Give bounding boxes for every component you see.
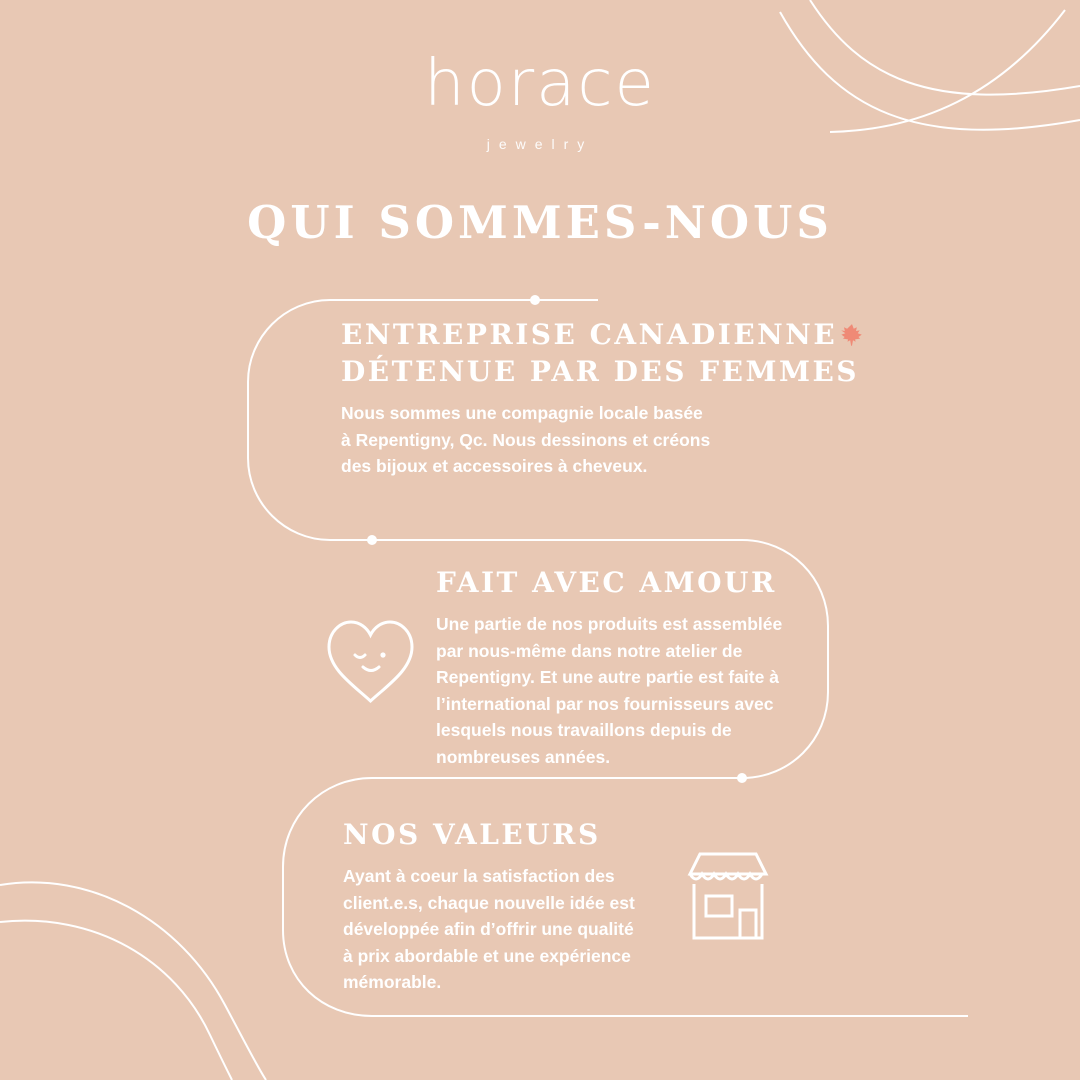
section-entreprise-canadienne: [341, 318, 860, 480]
page-title: QUI SOMMES-NOUS: [247, 196, 833, 249]
section-body: Ayant à coeur la satisfaction des client.e.s, chaque nouvelle idée est développée afin d’offrir une qualité à prix abordable et une expérience mémorable.: [343, 866, 635, 993]
section-title: NOS VALEURS: [343, 818, 601, 851]
heart-face-icon: [323, 615, 418, 712]
brand-tagline: jewelry: [486, 136, 594, 152]
brand-name: horace: [424, 47, 656, 121]
section-title-line2: DÉTENUE PAR DES FEMMES: [341, 355, 860, 389]
maple-leaf-icon: [839, 322, 865, 355]
brand-block: [0, 47, 1080, 152]
storefront-icon: [680, 848, 776, 951]
section-title: FAIT AVEC AMOUR: [436, 566, 777, 599]
section-body: Une partie de nos produits est assemblée par nous-même dans notre atelier de Repentigny. Et une autre partie est faite à l’international par nos fournisseurs avec lesquels nous travaillons depuis de nombreuses années.: [436, 614, 783, 767]
section-body: Nous sommes une compagnie locale basée à Repentigny, Qc. Nous dessinons et créons des bijoux et accessoires à cheveux.: [341, 403, 711, 477]
section-title-line1: ENTREPRISE CANADIENNE: [341, 318, 838, 351]
section-fait-avec-amour: [436, 566, 856, 771]
section-title: [341, 318, 860, 389]
decorative-wave-bottom: [0, 830, 330, 1080]
